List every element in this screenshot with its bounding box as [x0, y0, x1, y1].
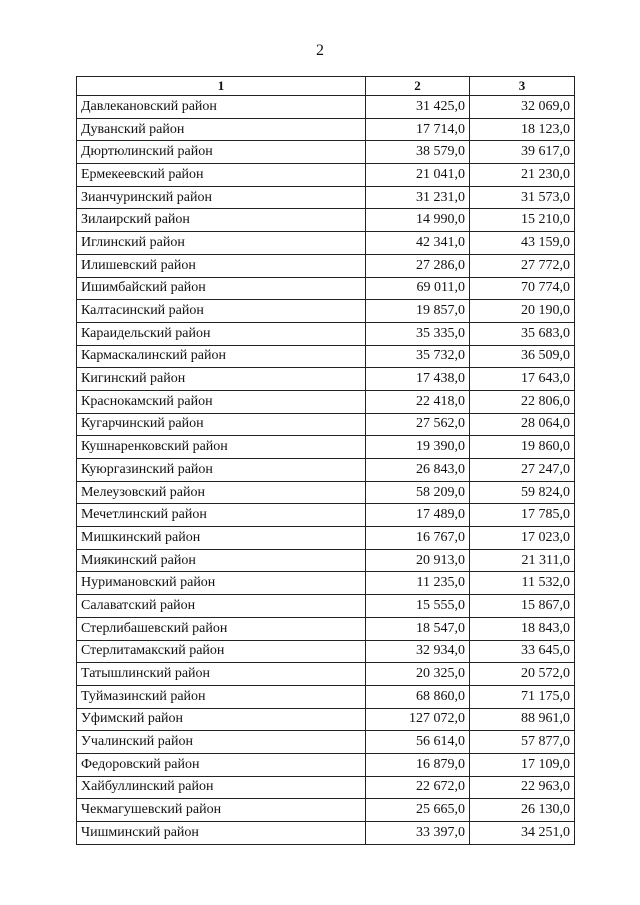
table-row [77, 368, 575, 391]
district-name-cell: Зилаирский район [77, 209, 366, 232]
table-row [77, 96, 575, 119]
table-row [77, 527, 575, 550]
district-name-cell: Илишевский район [77, 254, 366, 277]
table-row [77, 141, 575, 164]
district-name-cell: Стерлибашевский район [77, 617, 366, 640]
table-row [77, 322, 575, 345]
table-row [77, 209, 575, 232]
table-row [77, 118, 575, 141]
value-col3-cell: 17 109,0 [470, 753, 575, 776]
value-col3-cell: 28 064,0 [470, 413, 575, 436]
value-col2-cell: 38 579,0 [366, 141, 470, 164]
table-row [77, 663, 575, 686]
district-name-cell: Миякинский район [77, 549, 366, 572]
table-row [77, 300, 575, 323]
value-col2-cell: 68 860,0 [366, 685, 470, 708]
table-row [77, 640, 575, 663]
value-col3-cell: 15 210,0 [470, 209, 575, 232]
table-row [77, 595, 575, 618]
value-col2-cell: 56 614,0 [366, 731, 470, 754]
district-name-cell: Хайбуллинский район [77, 776, 366, 799]
value-col3-cell: 17 785,0 [470, 504, 575, 527]
district-name-cell: Кугарчинский район [77, 413, 366, 436]
table-header-row [77, 77, 575, 96]
value-col2-cell: 17 714,0 [366, 118, 470, 141]
value-col2-cell: 20 325,0 [366, 663, 470, 686]
table-row [77, 164, 575, 187]
district-name-cell: Кармаскалинский район [77, 345, 366, 368]
district-name-cell: Караидельский район [77, 322, 366, 345]
district-name-cell: Мечетлинский район [77, 504, 366, 527]
table-row [77, 731, 575, 754]
value-col3-cell: 21 311,0 [470, 549, 575, 572]
page-number: 2 [316, 42, 324, 59]
district-name-cell: Стерлитамакский район [77, 640, 366, 663]
value-col2-cell: 17 489,0 [366, 504, 470, 527]
district-name-cell: Уфимский район [77, 708, 366, 731]
value-col3-cell: 57 877,0 [470, 731, 575, 754]
district-name-cell: Туймазинский район [77, 685, 366, 708]
column-header-2: 2 [366, 77, 470, 96]
table-row [77, 685, 575, 708]
value-col2-cell: 18 547,0 [366, 617, 470, 640]
column-header-3: 3 [470, 77, 575, 96]
district-name-cell: Куюргазинский район [77, 459, 366, 482]
value-col3-cell: 22 963,0 [470, 776, 575, 799]
district-name-cell: Мишкинский район [77, 527, 366, 550]
value-col2-cell: 69 011,0 [366, 277, 470, 300]
value-col2-cell: 127 072,0 [366, 708, 470, 731]
table-row [77, 776, 575, 799]
district-name-cell: Краснокамский район [77, 390, 366, 413]
value-col3-cell: 19 860,0 [470, 436, 575, 459]
value-col3-cell: 26 130,0 [470, 799, 575, 822]
value-col2-cell: 32 934,0 [366, 640, 470, 663]
district-name-cell: Иглинский район [77, 232, 366, 255]
table-row [77, 617, 575, 640]
table-row [77, 254, 575, 277]
district-name-cell: Ишимбайский район [77, 277, 366, 300]
data-table [76, 76, 575, 845]
value-col3-cell: 35 683,0 [470, 322, 575, 345]
table-row [77, 345, 575, 368]
table-row [77, 413, 575, 436]
district-name-cell: Дюртюлинский район [77, 141, 366, 164]
table-row [77, 753, 575, 776]
value-col2-cell: 20 913,0 [366, 549, 470, 572]
district-name-cell: Учалинский район [77, 731, 366, 754]
value-col3-cell: 22 806,0 [470, 390, 575, 413]
value-col2-cell: 35 335,0 [366, 322, 470, 345]
district-name-cell: Салаватский район [77, 595, 366, 618]
value-col2-cell: 22 672,0 [366, 776, 470, 799]
value-col3-cell: 70 774,0 [470, 277, 575, 300]
value-col2-cell: 19 390,0 [366, 436, 470, 459]
value-col3-cell: 27 247,0 [470, 459, 575, 482]
value-col2-cell: 33 397,0 [366, 822, 470, 845]
value-col3-cell: 31 573,0 [470, 186, 575, 209]
value-col3-cell: 11 532,0 [470, 572, 575, 595]
table-row [77, 708, 575, 731]
value-col3-cell: 20 190,0 [470, 300, 575, 323]
table-row [77, 459, 575, 482]
value-col3-cell: 36 509,0 [470, 345, 575, 368]
table-row [77, 277, 575, 300]
table-row [77, 232, 575, 255]
value-col3-cell: 15 867,0 [470, 595, 575, 618]
value-col2-cell: 27 286,0 [366, 254, 470, 277]
table-row [77, 504, 575, 527]
column-header-1: 1 [77, 77, 366, 96]
district-name-cell: Федоровский район [77, 753, 366, 776]
district-name-cell: Нуримановский район [77, 572, 366, 595]
table-row [77, 549, 575, 572]
value-col2-cell: 16 767,0 [366, 527, 470, 550]
district-name-cell: Кигинский район [77, 368, 366, 391]
district-name-cell: Зианчуринский район [77, 186, 366, 209]
value-col3-cell: 71 175,0 [470, 685, 575, 708]
value-col3-cell: 18 123,0 [470, 118, 575, 141]
value-col2-cell: 15 555,0 [366, 595, 470, 618]
value-col3-cell: 27 772,0 [470, 254, 575, 277]
value-col2-cell: 11 235,0 [366, 572, 470, 595]
value-col2-cell: 25 665,0 [366, 799, 470, 822]
value-col3-cell: 20 572,0 [470, 663, 575, 686]
value-col2-cell: 58 209,0 [366, 481, 470, 504]
value-col2-cell: 17 438,0 [366, 368, 470, 391]
value-col3-cell: 33 645,0 [470, 640, 575, 663]
value-col3-cell: 59 824,0 [470, 481, 575, 504]
value-col2-cell: 42 341,0 [366, 232, 470, 255]
table-body [77, 96, 575, 845]
district-name-cell: Дуванский район [77, 118, 366, 141]
district-name-cell: Татышлинский район [77, 663, 366, 686]
value-col3-cell: 39 617,0 [470, 141, 575, 164]
district-name-cell: Чишминский район [77, 822, 366, 845]
table-row [77, 481, 575, 504]
table-row [77, 799, 575, 822]
district-name-cell: Калтасинский район [77, 300, 366, 323]
table-row [77, 186, 575, 209]
value-col3-cell: 34 251,0 [470, 822, 575, 845]
value-col2-cell: 35 732,0 [366, 345, 470, 368]
value-col3-cell: 17 643,0 [470, 368, 575, 391]
value-col3-cell: 17 023,0 [470, 527, 575, 550]
value-col2-cell: 26 843,0 [366, 459, 470, 482]
value-col3-cell: 43 159,0 [470, 232, 575, 255]
value-col2-cell: 19 857,0 [366, 300, 470, 323]
table-row [77, 436, 575, 459]
value-col2-cell: 16 879,0 [366, 753, 470, 776]
value-col3-cell: 32 069,0 [470, 96, 575, 119]
district-name-cell: Ермекеевский район [77, 164, 366, 187]
value-col2-cell: 31 231,0 [366, 186, 470, 209]
value-col2-cell: 27 562,0 [366, 413, 470, 436]
district-name-cell: Давлекановский район [77, 96, 366, 119]
value-col2-cell: 14 990,0 [366, 209, 470, 232]
table-row [77, 822, 575, 845]
value-col3-cell: 88 961,0 [470, 708, 575, 731]
table-row [77, 390, 575, 413]
district-name-cell: Мелеузовский район [77, 481, 366, 504]
table-row [77, 572, 575, 595]
value-col2-cell: 21 041,0 [366, 164, 470, 187]
value-col3-cell: 18 843,0 [470, 617, 575, 640]
value-col3-cell: 21 230,0 [470, 164, 575, 187]
district-name-cell: Чекмагушевский район [77, 799, 366, 822]
district-name-cell: Кушнаренковский район [77, 436, 366, 459]
value-col2-cell: 31 425,0 [366, 96, 470, 119]
value-col2-cell: 22 418,0 [366, 390, 470, 413]
